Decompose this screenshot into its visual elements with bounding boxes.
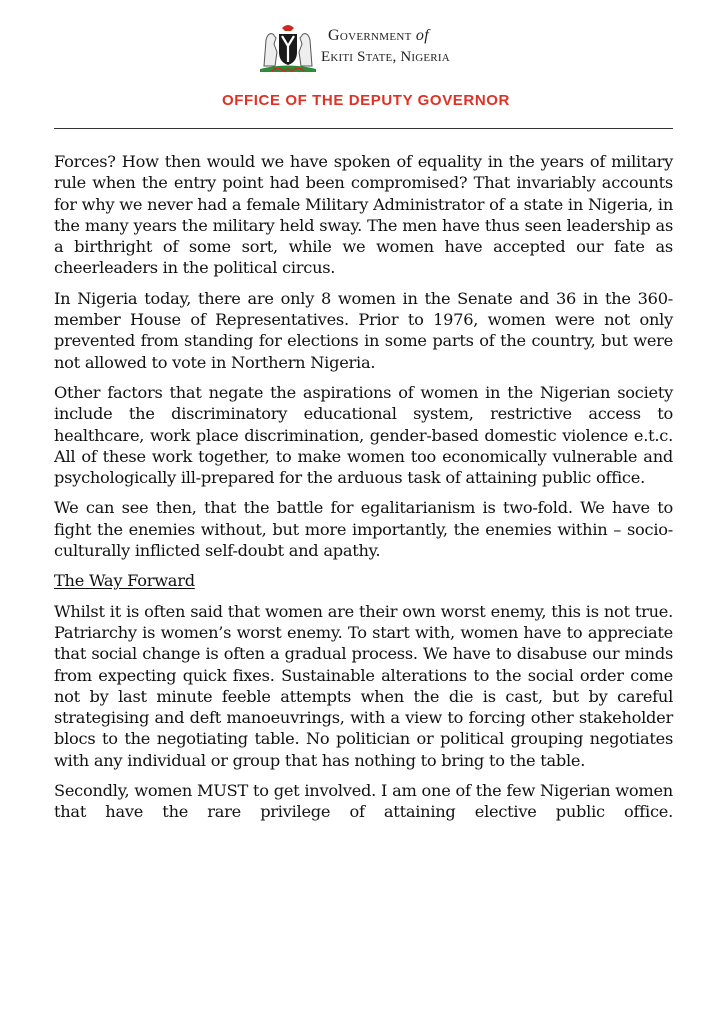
state-label [321,49,450,66]
nigeria-coat-of-arms-icon [258,22,318,74]
section-heading: The Way Forward [54,571,195,591]
paragraph-3: Other factors that negate the aspirations of women in the Nigerian society include the discriminatory educational system, restrictive access to healthcare, work place discrimination, gender-based domestic violence e.t.c. All of these work together, to make women too economically vulnerable and psychologically ill-prepared for the arduous task of attaining public office. [54,382,673,488]
paragraph-4: We can see then, that the battle for egalitarianism is two-fold. We have to fight the enemies without, but more importantly, the enemies within – socio-culturally inflicted self-doubt and apathy. [54,498,673,561]
government-of: of [415,27,429,44]
government-label [328,27,429,45]
paragraph-1: Forces? How then would we have spoken of equality in the years of military rule when the entry point had been compromised? That invariably accounts for why we never had a female Military Administrator of a state in Nigeria, in the many years the military held sway. The men have thus seen leadership as a birthright of some sort, while we women have accepted our fate as cheerleaders in the political circus. [54,152,673,278]
paragraph-5: Whilst it is often said that women are their own worst enemy, this is not true. Patriarchy is women’s worst enemy. To start with, women have to appreciate that social change is often a gradual process. We have to disabuse our minds from expecting quick fixes. Sustainable alterations to the social order come not by last minute feeble attempts when the die is cast, but by careful strategising and deft manoeuvrings, with a view to forcing other stakeholder blocs to the negotiating table. No politician or political grouping negotiates with any individual or group that has nothing to bring to the table. [54,601,673,770]
office-title: OFFICE OF THE DEPUTY GOVERNOR [222,92,510,109]
header-divider [54,128,673,129]
paragraph-6: Secondly, women MUST to get involved. I am one of the few Nigerian women that have the rare privilege of attaining elective public office. [54,781,673,822]
paragraph-2: In Nigeria today, there are only 8 women in the Senate and 36 in the 360-member House of Representatives. Prior to 1976, women were not only prevented from standing for elections in some parts of the country, but were not allowed to vote in Northern Nigeria. [54,288,673,372]
state-name: Ekiti State, Nigeria [321,49,450,65]
document-body [54,151,673,832]
letterhead [0,0,728,130]
government-word: Government [328,27,412,44]
